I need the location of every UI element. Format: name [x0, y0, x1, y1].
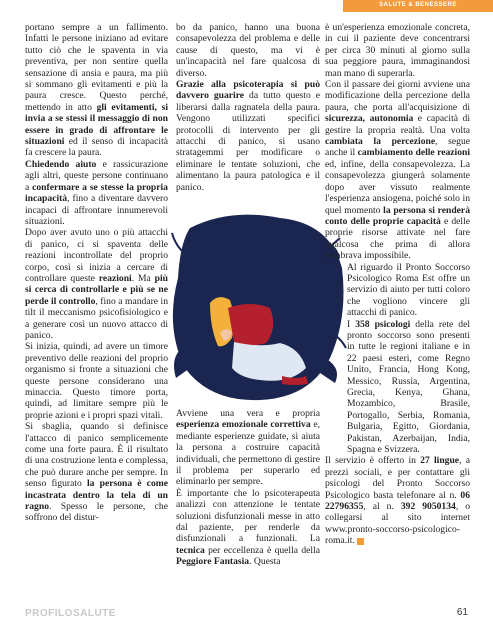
paragraph: Dopo aver avuto uno o più attacchi di panico, ci si spaventa delle reazioni incontrollate del proprio corpo, così si inizia a cercare di controllare queste reazioni. Ma più si cerca di controllarle e più se ne perde il controllo, fino a mandare in tilt il meccanismo psicofisiologico e a generare così un nuovo attacco di panico.	[25, 227, 168, 341]
paragraph: È importante che lo psicoterapeuta analizzi con attenzione le tentate soluzioni disfunzionali messe in atto dal paziente, per renderle da disfunzionali a funzionali. La tecnica per eccellenza è quella della Peggiore Fantasia. Questa	[176, 487, 320, 568]
article-column-2-bottom	[176, 408, 320, 568]
section-tab: SALUTE & BENESSERE	[343, 0, 493, 12]
paragraph: Al riguardo il Pronto Soccorso Psicologico Roma Est offre un servizio di aiuto per tutti coloro che vogliono vincere gli attacchi di panico.	[347, 261, 470, 319]
paragraph: è un'esperienza emozionale concreta, in cui il paziente deve concentrarsi per circa 30 minuti al giorno sulla sua peggiore paura, immaginandosi man mano di superarla.	[325, 22, 470, 79]
paragraph: portano sempre a un fallimento. Infatti le persone iniziano ad evitare tutto ciò che le spaventa in via preventiva, per non sentire quella sensazione di ansia e paura, ma più si sommano gli evitamenti e più la paura cresce. Questo perché, mettendo in atto gli evitamenti, si invia a se stessi il messaggio di non essere in grado di affrontare le situazioni ed il senso di incapacità fa crescere la paura.	[25, 22, 168, 159]
paragraph: bo da panico, hanno una buona consapevolezza del problema e delle cause di questo, ma vi è un'incapacità nel fare qualcosa di diverso.	[176, 22, 320, 79]
paragraph: Avviene una vera e propria esperienza emozionale correttiva e, mediante esperienze guidate, si aiuta la persona a costruire capacità individuali, che permettono di gestire il problema per superarlo ed eliminarlo per sempre.	[176, 408, 320, 488]
paragraph: Con il passare dei giorni avviene una modificazione della percezione della paura, che porta all'acquisizione di sicurezza, autonomia e capacità di gestire la propria realtà. Una volta cambiata la percezione, segue anche il cambiamento delle reazioni ed, infine, della consapevolezza. La consapevolezza giungerà solamente dopo aver vissuto realmente l'esperienza ansiogena, poiché solo in quel momento la persona si renderà conto delle proprie capacità e delle proprie risorse attivate nel fare qualcosa che prima di allora sembrava impossibile.	[325, 79, 471, 262]
paragraph: Il servizio è offerto in 27 lingue, a prezzi sociali, e per contattare gli psicologi del Pronto Soccorso Psicologico basta telefonare al n. 06 22796355, al n. 392 9050134, o collegarsi al sito internet www.pronto-soccorso-psicologico-roma.it.	[325, 455, 471, 547]
panic-woman-illustration	[170, 208, 348, 404]
paragraph: Grazie alla psicoterapia si può davvero guarire da tutto questo e liberarsi dalla ragnatela della paura. Vengono utilizzati specifici protocolli di intervento per gli attacchi di panico, si usano stratagemmi per modificare o eliminare le tentate soluzioni, che alimentano la paura patologica e il panico.	[176, 79, 320, 193]
footer-brand: PROFILOSALUTE	[25, 608, 116, 619]
article-column-1	[25, 22, 168, 524]
paragraph: I 358 psicologi della rete del pronto soccorso sono presenti in tutte le regioni italiane e in 22 paesi esteri, come Regno Unito, Francia, Hong Kong, Messico, Russia, Argentina, Grecia, Kenya, Ghana, Mozambico, Brasile, Portogallo, Serbia, Romania, Bulgaria, Egitto, Giordania, Pakistan, Azerbaijan, India, Spagna e Svizzera.	[347, 318, 471, 456]
end-mark-icon	[357, 538, 364, 545]
page-number: 61	[456, 607, 468, 618]
paragraph: Si inizia, quindi, ad avere un timore preventivo delle reazioni del proprio organismo si fronte a situazioni che queste persone considerano una minaccia. Questo timore porta, quindi, ad limitare sempre più le proprie azioni e i propri spazi vitali.	[25, 341, 168, 421]
article-column-2-top	[176, 22, 320, 193]
paragraph: Chiedendo aiuto e rassicurazione agli altri, queste persone continuano a confermare a se stesse la propria incapacità, fino a diventare davvero incapaci di affrontare innumerevoli situazioni.	[25, 158, 168, 227]
article-column-3	[325, 22, 470, 547]
paragraph: Si sbaglia, quando si definisce l'attacco di panico semplicemente come una forte paura. È il risultato di una costruzione lenta e complessa, che può durare anche per sempre. In senso figurato la persona è come incastrata dentro la tela di un ragno. Spesso le persone, che soffrono del distur-	[25, 421, 168, 524]
